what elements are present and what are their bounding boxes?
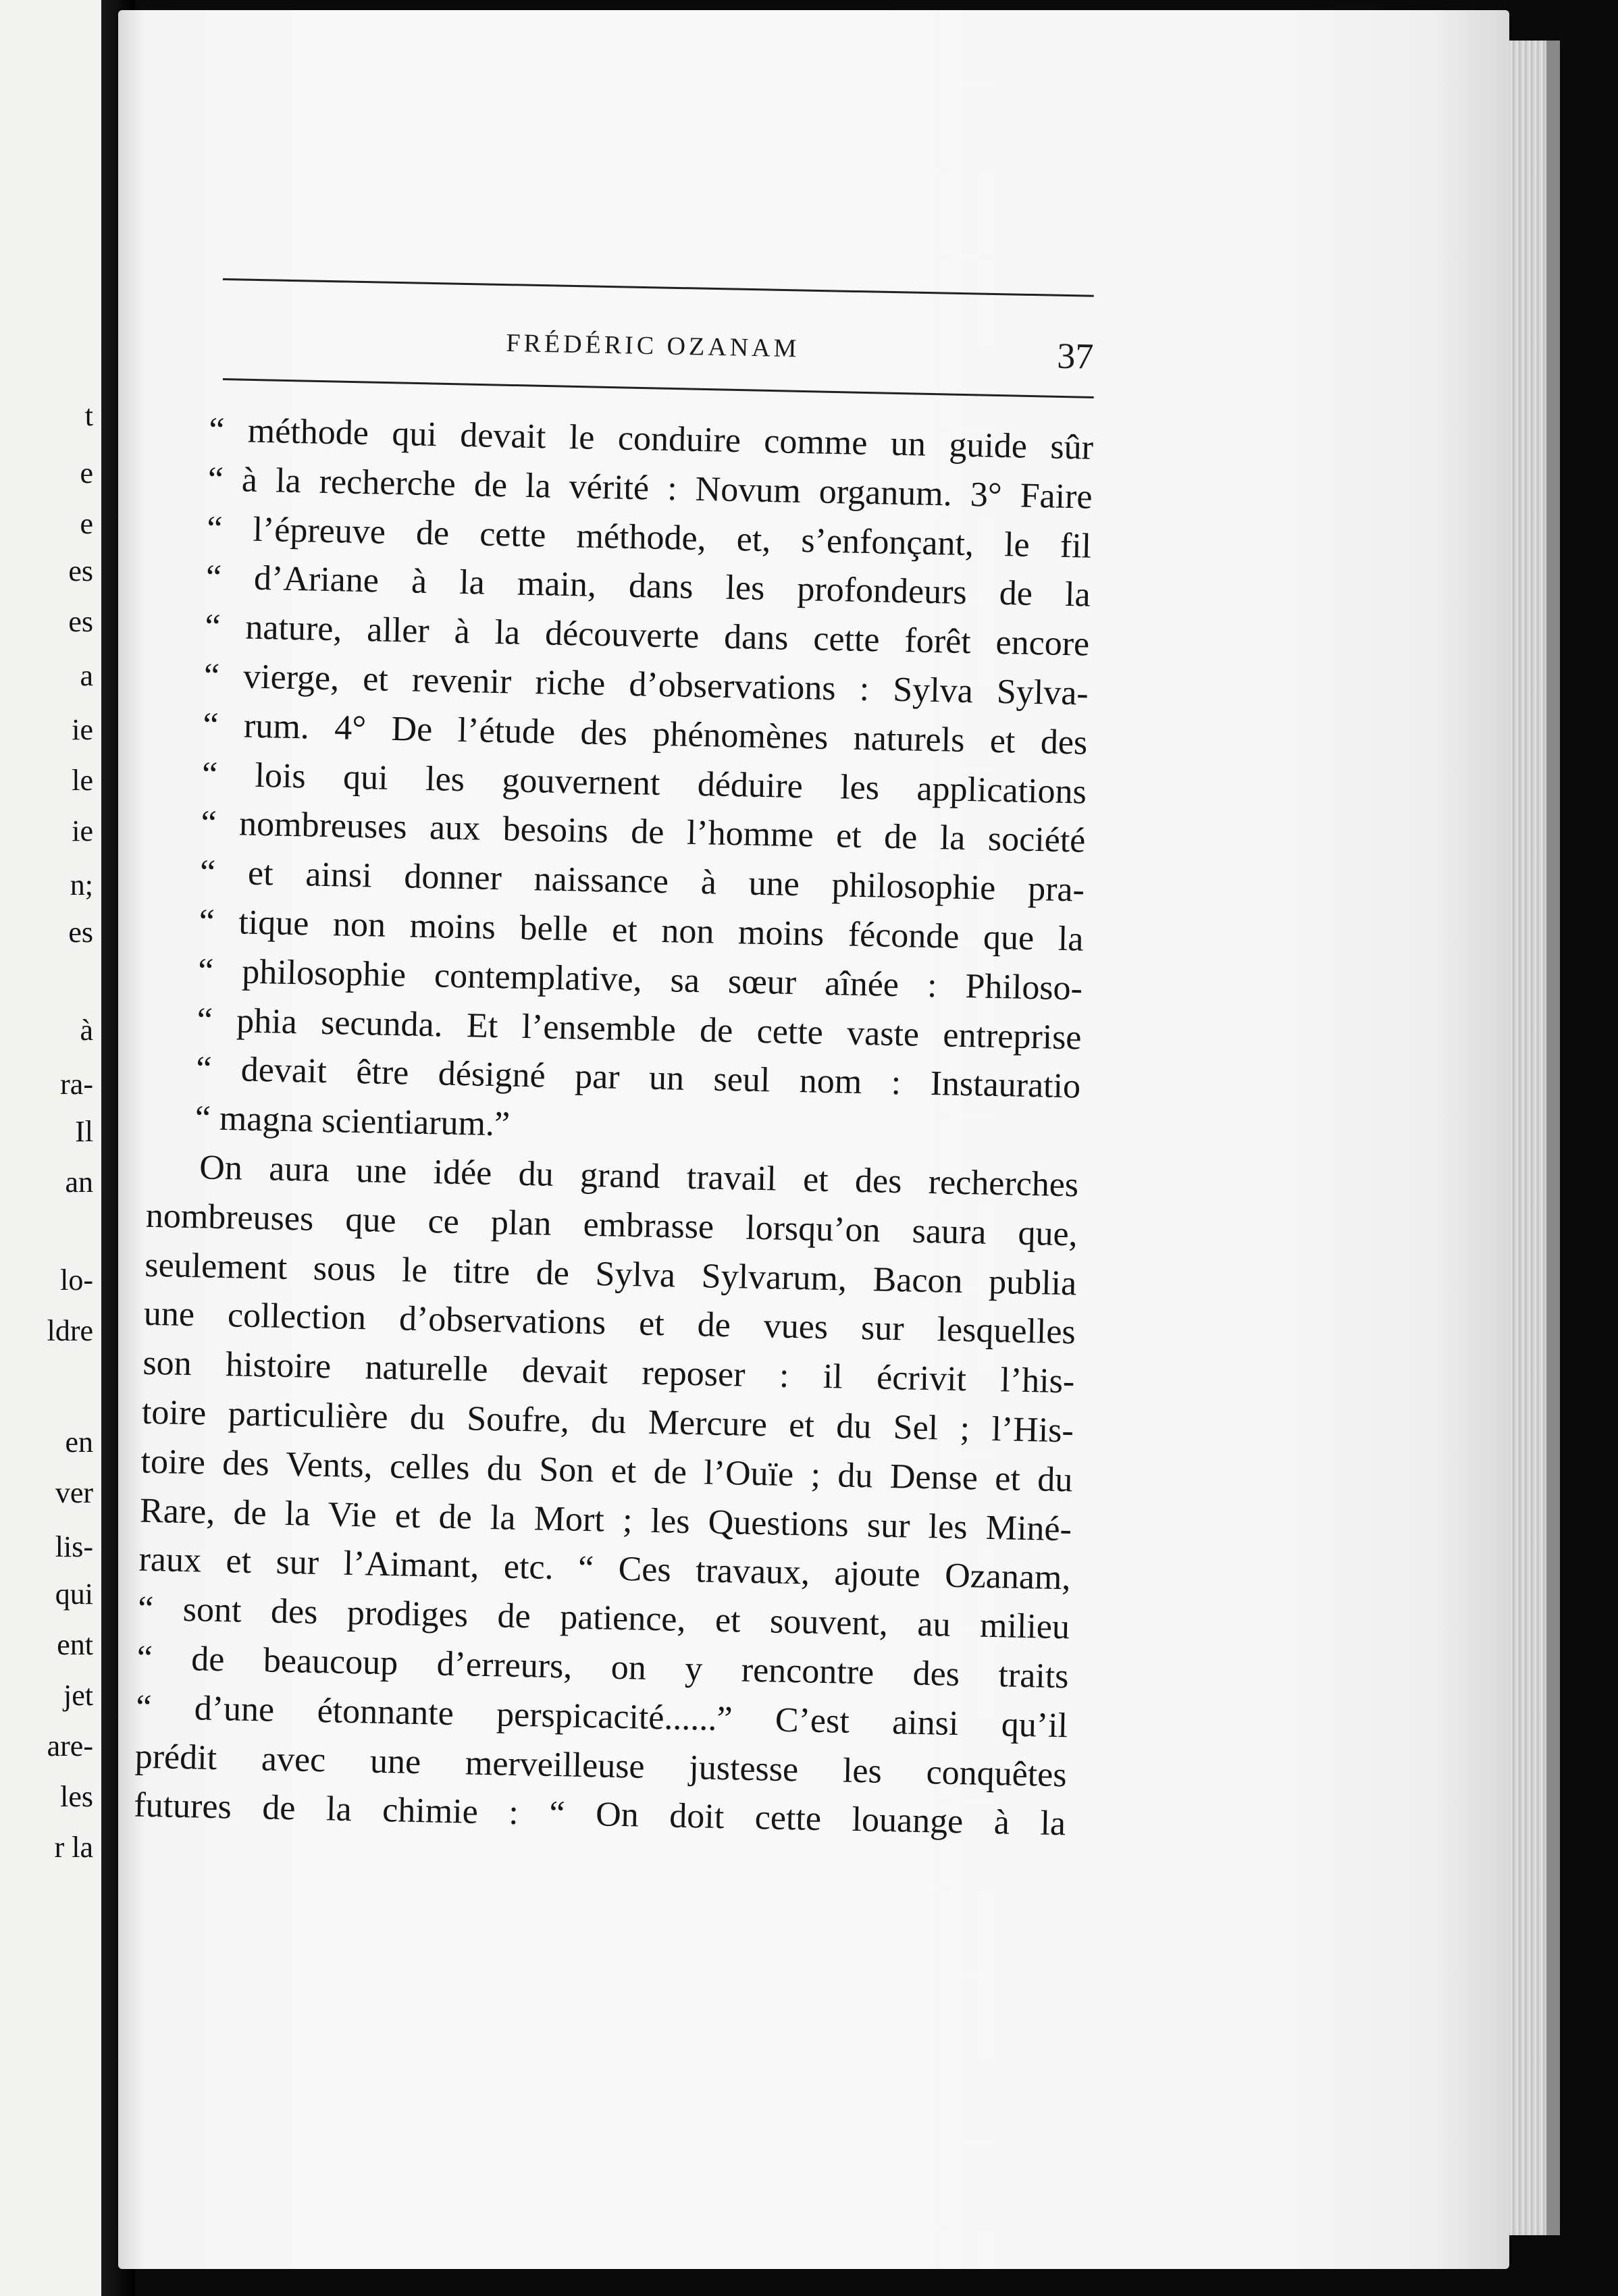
text-line: Rare, de la Vie et de la Mort ; les Questions sur les Miné- <box>139 1491 1072 1548</box>
left-page-fragment: jet <box>63 1679 93 1712</box>
left-page-fragment: lo- <box>60 1263 93 1297</box>
text-line: une collection d’observations et de vues sur lesquelles <box>143 1295 1076 1352</box>
left-page-fragment: e <box>80 507 93 540</box>
left-page-fragment: ie <box>72 814 93 847</box>
left-page-fragment: ver <box>55 1476 93 1509</box>
left-page-fragment: e <box>80 456 93 490</box>
left-page-fragment: en <box>65 1426 93 1459</box>
text-line: “ méthode qui devait le conduire comme un guide sûr <box>208 411 1094 467</box>
text-line: son histoire naturelle devait reposer : il écrivit l’his- <box>142 1343 1075 1401</box>
left-page-fragment: Il <box>75 1115 93 1148</box>
page-number: 37 <box>1056 335 1094 377</box>
previous-page-edge <box>0 0 101 2296</box>
left-page-fragment: qui <box>55 1577 93 1611</box>
left-page-fragment: ldre <box>47 1314 93 1347</box>
left-page-fragment: ent <box>57 1628 93 1661</box>
text-line: toire des Vents, celles du Son et de l’Ouïe ; du Dense et du <box>140 1442 1073 1500</box>
text-line: “ de beaucoup d’erreurs, on y rencontre des traits <box>136 1638 1070 1696</box>
text-line: “ devait être désigné par un seul nom : Instauratio <box>195 1049 1081 1106</box>
text-line: toire particulière du Soufre, du Mercure et du Sel ; l’His- <box>141 1392 1074 1451</box>
text-line: “ à la recherche de la vérité : Novum organum. 3° Faire <box>207 460 1093 517</box>
left-page-fragment: are- <box>47 1729 93 1763</box>
text-line: seulement sous le titre de Sylva Sylvarum, Bacon publia <box>144 1245 1077 1303</box>
left-page-fragment: ra- <box>60 1068 93 1101</box>
left-page-fragment: n; <box>70 868 93 902</box>
body-text <box>134 405 1094 1849</box>
text-line: “ philosophie contemplative, sa sœur aînée : Philoso- <box>197 951 1083 1008</box>
left-page-fragment: a <box>80 659 93 692</box>
left-page-fragment: à <box>80 1014 93 1047</box>
text-line: “ d’une étonnante perspicacité......” C’est ainsi qu’il <box>135 1688 1068 1746</box>
text-line: “ vierge, et revenir riche d’observations : Sylva Sylva- <box>203 656 1089 713</box>
text-line: “ nombreuses aux besoins de l’homme et de la société <box>201 804 1086 860</box>
text-line: “ et ainsi donner naissance à une philosophie pra- <box>199 853 1085 910</box>
text-line: prédit avec une merveilleuse justesse les conquêtes <box>134 1737 1068 1794</box>
text-line: raux et sur l’Aimant, etc. “ Ces travaux, ajoute Ozanam, <box>138 1540 1071 1598</box>
left-page-fragment: lis- <box>55 1530 93 1563</box>
text-line: On aura une idée du grand travail et des recherches <box>199 1148 1079 1205</box>
left-page-fragment: ie <box>72 713 93 746</box>
text-line: “ rum. 4° De l’étude des phénomènes naturels et des <box>202 706 1088 762</box>
text-line: “ d’Ariane à la main, dans les profondeurs de la <box>205 558 1091 615</box>
left-page-fragment: les <box>60 1780 93 1813</box>
left-page-fragment: r la <box>54 1831 93 1864</box>
text-line: “ lois qui les gouvernent déduire les applications <box>201 754 1087 812</box>
text-line: “ phia secunda. Et l’ensemble de cette vaste entreprise <box>197 1000 1082 1058</box>
left-page-fragment: t <box>84 399 93 432</box>
left-page-fragment: an <box>65 1166 93 1199</box>
left-page-fragment: es <box>68 554 93 588</box>
text-line: “ tique non moins belle et non moins féconde que la <box>199 902 1084 959</box>
left-page-fragment: es <box>68 916 93 949</box>
left-page-fragment: le <box>72 764 93 797</box>
text-line: “ l’épreuve de cette méthode, et, s’enfonçant, le fil <box>206 508 1092 566</box>
text-line: “ sont des prodiges de patience, et souvent, au milieu <box>137 1589 1070 1647</box>
text-line: futures de la chimie : “ On doit cette louange à la <box>133 1785 1066 1844</box>
page-edges-shadow <box>1546 41 1560 2235</box>
text-line: “ magna scientiarum.” <box>194 1099 511 1144</box>
left-page-fragment: es <box>68 605 93 638</box>
running-title: FRÉDÉRIC OZANAM <box>506 329 800 363</box>
text-line: “ nature, aller à la découverte dans cette forêt encore <box>204 607 1090 664</box>
text-line: nombreuses que ce plan embrasse lorsqu’on saura que, <box>145 1196 1078 1254</box>
